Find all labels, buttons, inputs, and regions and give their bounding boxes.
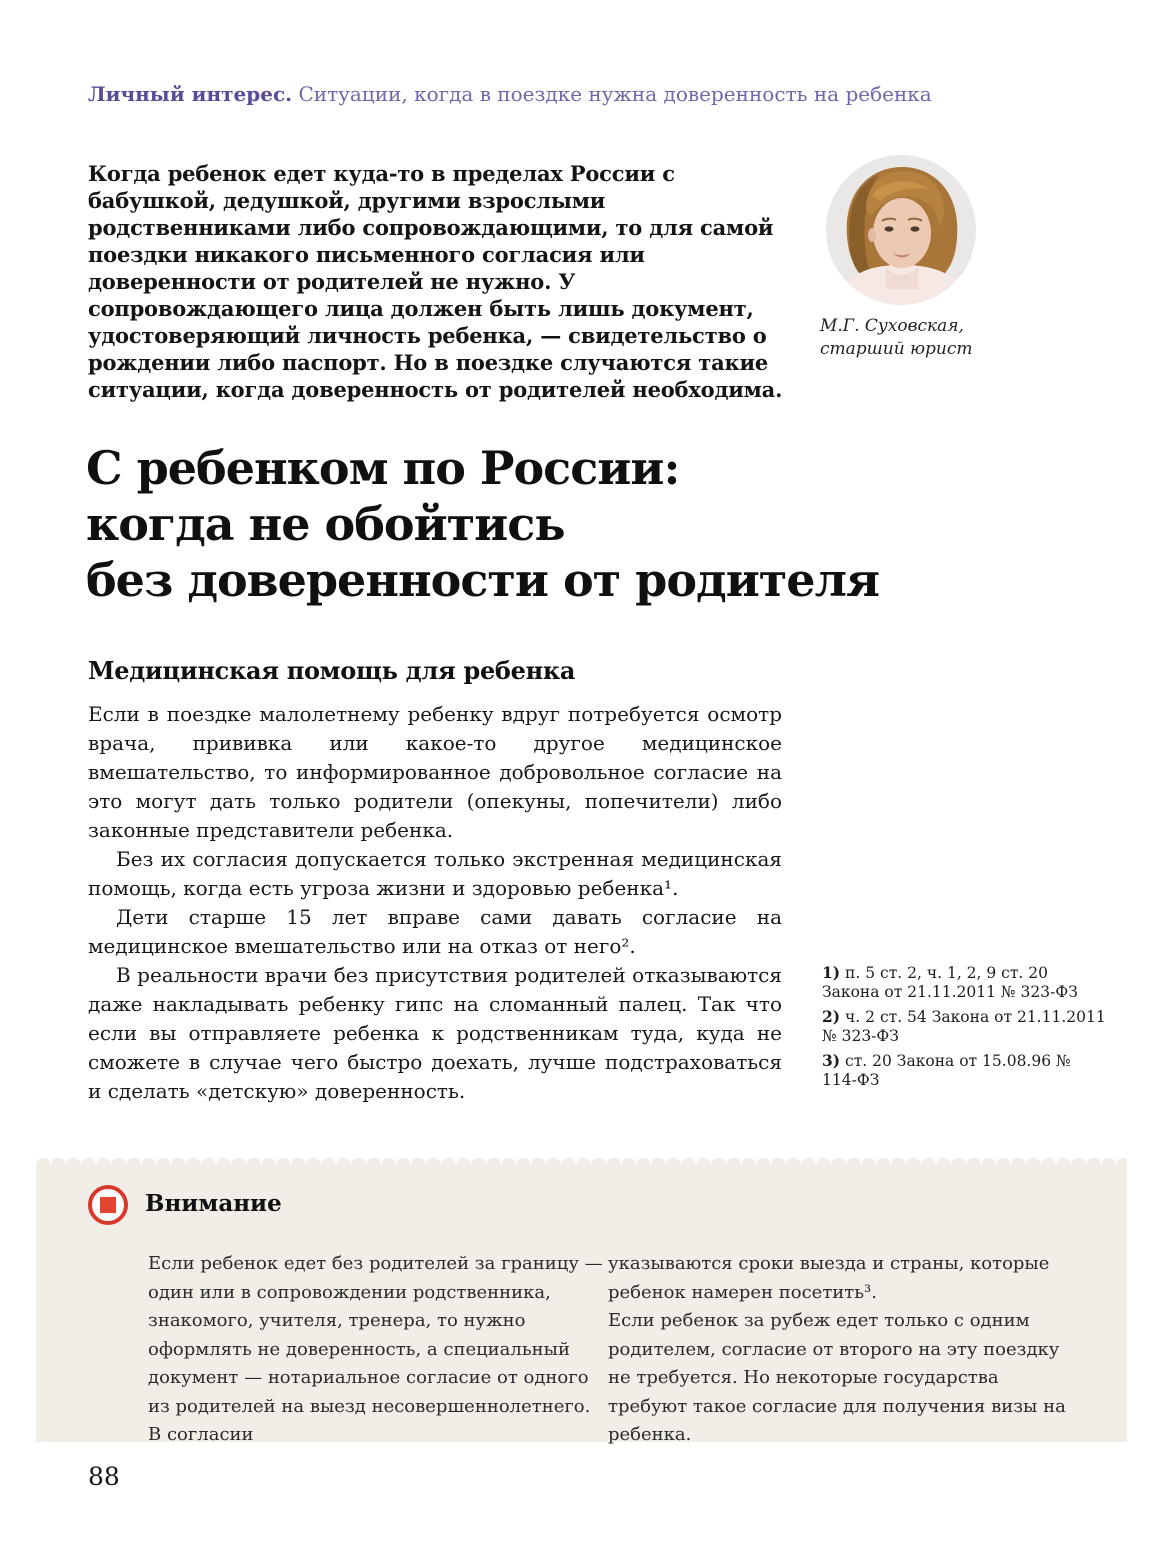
article-title-line: С ребенком по России: [86, 441, 680, 495]
footnote-number: 1) [822, 963, 841, 982]
body-paragraph: Дети старше 15 лет вправе сами давать согласие на медицинское вмешательство или на отказ от него². [88, 905, 782, 958]
rubric-label: Личный интерес. [88, 82, 293, 106]
author-portrait-illustration [826, 155, 976, 305]
intro-paragraph: Когда ребенок едет куда-то в пределах России с бабушкой, дедушкой, другими взрослыми родственниками либо сопровождающими, то для самой поездки никакого письменного согласия или доверенности от родителей не нужно. У сопровождающего лица должен быть лишь документ, удостоверяющий личность ребенка, — свидетельство о рождении либо паспорт. Но в поездке случаются такие ситуации, когда доверенность от родителей необходима. [88, 161, 783, 402]
author-portrait-photo [826, 155, 976, 305]
footnote [822, 963, 1107, 1002]
footnote-text: ст. 20 Закона от 15.08.96 № 114-ФЗ [822, 1052, 1071, 1089]
footnote-number: 3) [822, 1051, 841, 1070]
article-body [88, 700, 782, 1106]
attention-icon [88, 1185, 128, 1225]
body-paragraph: В реальности врачи без присутствия родителей отказываются даже накладывать ребенку гипс на сломанный палец. Так что если вы отправляете ребенка к родственникам туда, куда не сможете в случае чего быстро доехать, лучше подстраховаться и сделать «детскую» доверенность. [88, 963, 782, 1103]
page-number: 88 [88, 1462, 120, 1491]
footnote [822, 1051, 1107, 1090]
body-paragraph: Если в поездке малолетнему ребенку вдруг потребуется осмотр врача, прививка или какое-то другое медицинское вмешательство, то информированное добровольное согласие на это могут дать только родители (опекуны, попечители) либо законные представители ребенка. [88, 702, 782, 842]
article-title [86, 440, 986, 608]
author-block [820, 155, 990, 361]
section-heading: Медицинская помощь для ребенка [88, 656, 576, 685]
rubric-subtitle: Ситуации, когда в поездке нужна доверенность на ребенка [292, 82, 932, 106]
page-header [88, 82, 1088, 106]
footnote-text: п. 5 ст. 2, ч. 1, 2, 9 ст. 20 Закона от 21.11.2011 № 323-ФЗ [822, 964, 1078, 1001]
attention-box [36, 1165, 1127, 1445]
author-role: старший юрист [820, 339, 973, 359]
attention-left-column [148, 1250, 606, 1450]
attention-title: Внимание [145, 1190, 282, 1217]
attention-box-scalloped-edge [36, 1156, 1127, 1165]
attention-paragraph: указываются сроки выезда и страны, которые ребенок намерен посетить³. [608, 1253, 1050, 1303]
attention-right-column [608, 1250, 1066, 1450]
footnote-number: 2) [822, 1007, 841, 1026]
article-title-line: когда не обойтись [86, 497, 565, 551]
footnote [822, 1007, 1107, 1046]
article-title-line: без доверенности от родителя [86, 553, 879, 607]
body-paragraph: Без их согласия допускается только экстренная медицинская помощь, когда есть угроза жизни и здоровью ребенка¹. [88, 847, 782, 900]
attention-paragraph: Если ребенок едет без родителей за границу — один или в сопровождении родственника, знакомого, учителя, тренера, то нужно оформлять не доверенность, а специальный документ — нотариальное согласие от одного из родителей на выезд несовершеннолетнего. В согласии [148, 1253, 603, 1445]
author-name: М.Г. Суховская, [820, 316, 964, 336]
author-caption [820, 315, 990, 361]
attention-paragraph: Если ребенок за рубеж едет только с одним родителем, согласие от второго на эту поездку не требуется. Но некоторые государства требуют такое согласие для получения визы на ребенка. [608, 1310, 1066, 1445]
footnote-text: ч. 2 ст. 54 Закона от 21.11.2011 № 323-ФЗ [822, 1008, 1106, 1045]
legal-footnotes [822, 963, 1107, 1095]
